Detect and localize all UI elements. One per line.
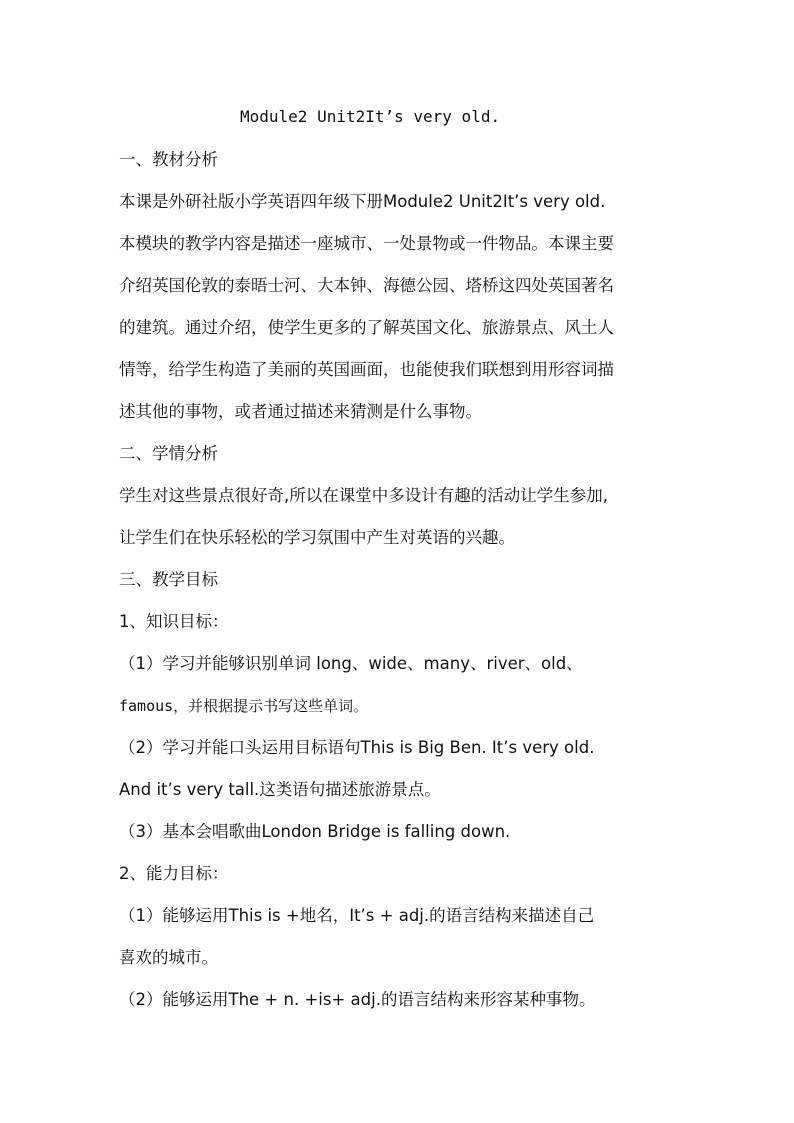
section-heading-textbook-analysis: 一、教材分析 xyxy=(119,150,218,169)
paragraph-line: 介绍英国伦敦的泰晤士河、大本钟、海德公园、塔桥这四处英国著名 xyxy=(119,276,614,295)
paragraph-line: 让学生们在快乐轻松的学习氛围中产生对英语的兴趣。 xyxy=(119,528,515,547)
section-heading-teaching-objectives: 三、教学目标 xyxy=(119,570,218,589)
objective-line: （1）能够运用This is +地名，It’s + adj.的语言结构来描述自己 xyxy=(119,906,595,925)
objective-line: （3）基本会唱歌曲London Bridge is falling down. xyxy=(119,822,511,841)
document-title: Module2 Unit2It’s very old. xyxy=(240,107,501,126)
section-heading-learner-analysis: 二、学情分析 xyxy=(119,444,218,463)
objective-line: And it’s very tall.这类语句描述旅游景点。 xyxy=(119,780,441,799)
subheading-knowledge-objectives: 1、知识目标： xyxy=(119,612,229,631)
objective-line: 喜欢的城市。 xyxy=(119,948,218,967)
paragraph-line: 学生对这些景点很好奇,所以在课堂中多设计有趣的活动让学生参加, xyxy=(119,486,608,505)
paragraph-line: 述其他的事物，或者通过描述来猜测是什么事物。 xyxy=(119,402,482,421)
paragraph-line: 情等，给学生构造了美丽的英国画面，也能使我们联想到用形容词描 xyxy=(119,360,614,379)
objective-line: （2）学习并能口头运用目标语句This is Big Ben. It’s very old. xyxy=(119,738,595,757)
paragraph-line: 本模块的教学内容是描述一座城市、一处景物或一件物品。本课主要 xyxy=(119,234,614,253)
paragraph-line: 本课是外研社版小学英语四年级下册Module2 Unit2It’s very old. xyxy=(119,192,606,211)
objective-line: famous，并根据提示书写这些单词。 xyxy=(119,697,369,715)
subheading-ability-objectives: 2、能力目标： xyxy=(119,864,229,883)
objective-line: （1）学习并能够识别单词 long、wide、many、river、old、 xyxy=(119,654,583,673)
objective-line: （2）能够运用The + n. +is+ adj.的语言结构来形容某种事物。 xyxy=(119,990,596,1009)
paragraph-line: 的建筑。通过介绍，使学生更多的了解英国文化、旅游景点、风土人 xyxy=(119,318,614,337)
